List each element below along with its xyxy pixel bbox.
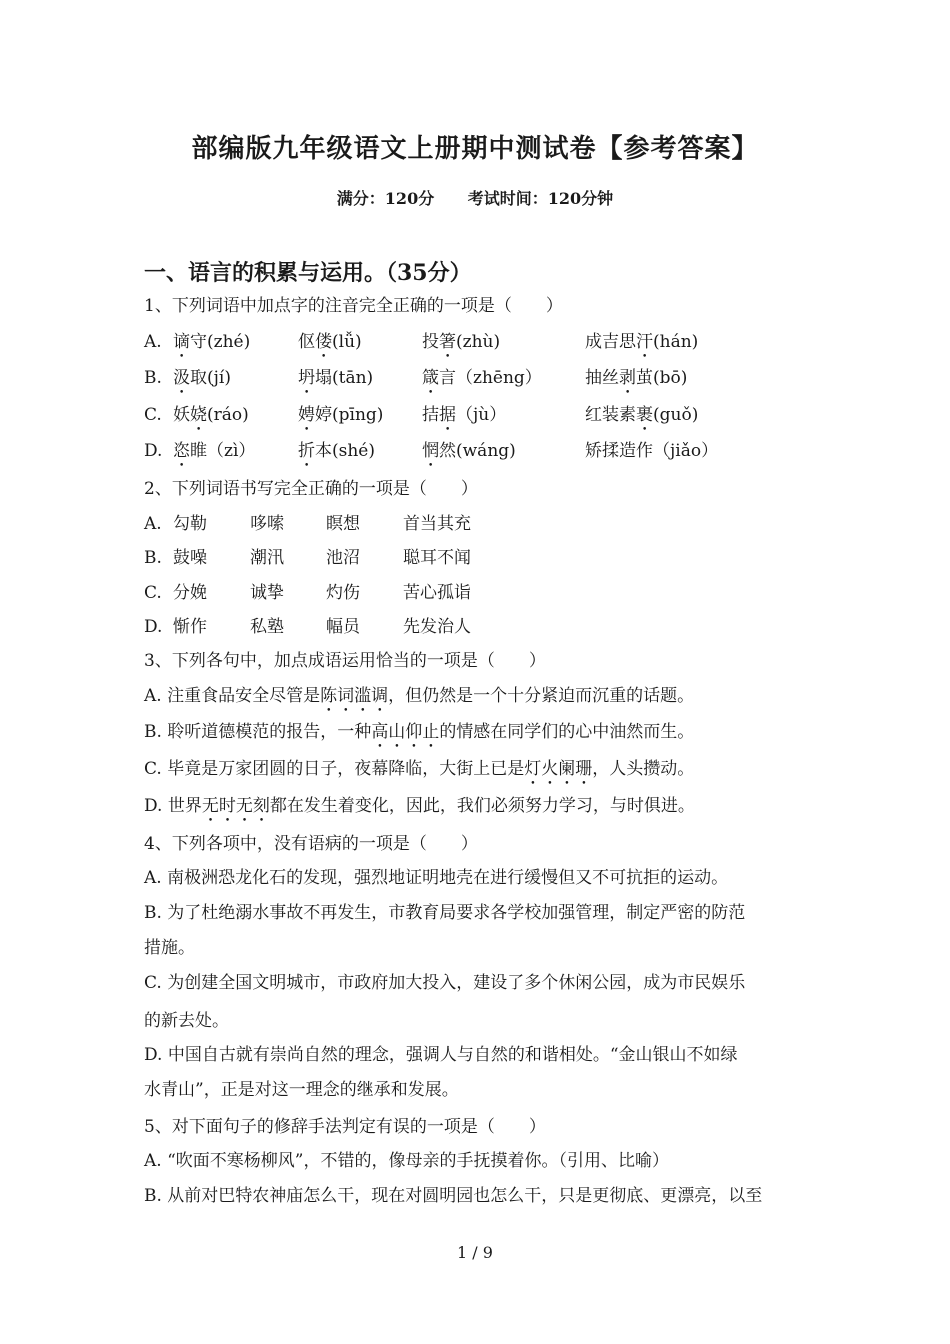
question-4-stem: 4、下列各项中，没有语病的一项是（ ） — [144, 834, 478, 854]
dotted-char: 坍 — [298, 368, 315, 388]
option-word: 惭作 — [173, 617, 207, 637]
option-word: 苦心孤诣 — [403, 583, 471, 603]
option-word: 幅员 — [326, 617, 360, 637]
option-word — [298, 403, 383, 435]
option-word — [298, 330, 362, 362]
option-word — [173, 439, 255, 471]
word-part: (hán) — [653, 332, 699, 352]
option-word — [422, 366, 542, 398]
option-word: 灼伤 — [326, 583, 360, 603]
option-word — [173, 403, 249, 435]
word-part: 茧(bō) — [636, 368, 688, 388]
word-part: (lǚ) — [332, 332, 362, 352]
page-number: 1 / 9 — [457, 1243, 493, 1262]
dotted-char: 折 — [298, 441, 315, 461]
sentence-part: ，人头攒动。 — [592, 759, 695, 779]
option-word: 瞑想 — [326, 514, 360, 534]
question-5-line: B. 从前对巴特农神庙怎么干，现在对圆明园也怎么干，只是更彻底、更漂亮，以至 — [144, 1186, 763, 1206]
option-sentence — [144, 720, 694, 752]
option-label: C. — [144, 583, 162, 603]
dotted-char: 惘 — [422, 441, 439, 461]
dotted-idiom: 陈词滥调 — [320, 686, 389, 706]
full-score: 满分：120分 — [336, 189, 435, 208]
option-word — [173, 366, 231, 398]
question-4-line: 水青山”，正是对这一理念的继承和发展。 — [144, 1080, 459, 1100]
word-part: (zhù) — [456, 332, 501, 352]
word-part: 然(wáng) — [439, 441, 516, 461]
question-4-line: A. 南极洲恐龙化石的发现，强烈地证明地壳在进行缓慢但又不可抗拒的运动。 — [144, 868, 729, 888]
word-part: 拮 — [422, 405, 439, 425]
word-part: 伛 — [298, 332, 315, 352]
option-word: 首当其充 — [403, 514, 471, 534]
option-label: A. — [144, 332, 162, 352]
option-word: 先发治人 — [403, 617, 471, 637]
word-part: 睢（zì） — [190, 441, 256, 461]
option-word — [585, 366, 687, 398]
sentence-part: 的情感在同学们的心中油然而生。 — [439, 722, 695, 742]
sentence-part: C. 毕竟是万家团圆的日子，夜幕降临，大街上已是 — [144, 759, 525, 779]
option-label: D. — [144, 441, 163, 461]
option-word: 哆嗦 — [250, 514, 284, 534]
option-word — [585, 403, 698, 435]
word-part: (ráo) — [207, 405, 249, 425]
word-part: (guǒ) — [653, 405, 699, 425]
word-part: 守(zhé) — [190, 332, 251, 352]
option-word — [585, 439, 718, 471]
option-word: 鼓噪 — [173, 548, 207, 568]
option-word: 私塾 — [250, 617, 284, 637]
question-5-stem: 5、对下面句子的修辞手法判定有误的一项是（ ） — [144, 1117, 546, 1137]
option-word: 诚挚 — [250, 583, 284, 603]
option-word: 潮汛 — [250, 548, 284, 568]
option-word: 勾勒 — [173, 514, 207, 534]
question-4-line: B. 为了杜绝溺水事故不再发生，市教育局要求各学校加强管理，制定严密的防范 — [144, 903, 746, 923]
dotted-char: 箴 — [422, 368, 439, 388]
option-word — [422, 330, 500, 362]
option-word: 池沼 — [326, 548, 360, 568]
option-word — [173, 330, 250, 362]
exam-time: 考试时间：120分钟 — [467, 189, 614, 208]
question-2-stem: 2、下列词语书写完全正确的一项是（ ） — [144, 479, 478, 499]
dotted-char: 汗 — [636, 332, 653, 352]
word-part: 取(jí) — [190, 368, 231, 388]
dotted-char: 谪 — [173, 332, 190, 352]
question-4-line: D. 中国自古就有崇尚自然的理念，强调人与自然的和谐相处。“金山银山不如绿 — [144, 1045, 738, 1065]
exam-info — [0, 186, 950, 209]
dotted-idiom: 高山仰止 — [371, 722, 440, 742]
sentence-part: 都在发生着变化，因此，我们必须努力学习，与时俱进。 — [269, 796, 695, 816]
sentence-part: A. 注重食品安全尽管是 — [144, 686, 321, 706]
page-title: 部编版九年级语文上册期中测试卷【参考答案】 — [191, 134, 759, 164]
word-part: 言（zhēng） — [439, 368, 542, 388]
dotted-char: 据 — [439, 405, 456, 425]
option-word: 分娩 — [173, 583, 207, 603]
option-label: C. — [144, 405, 162, 425]
option-label: B. — [144, 368, 162, 388]
sentence-part: B. 聆听道德模范的报告，一种 — [144, 722, 372, 742]
question-5-line: A. “吹面不寒杨柳风”，不错的，像母亲的手抚摸着你。（引用、比喻） — [144, 1151, 669, 1171]
word-part: 妖 — [173, 405, 190, 425]
option-word — [585, 330, 698, 362]
question-4-line: C. 为创建全国文明城市，市政府加大投入，建设了多个休闲公园，成为市民娱乐 — [144, 973, 746, 993]
word-part: 矫揉造作（jiǎo） — [585, 441, 719, 461]
word-part: 红装素 — [585, 405, 636, 425]
question-1-stem: 1、下列词语中加点字的注音完全正确的一项是（ ） — [144, 296, 563, 316]
option-word — [422, 439, 516, 471]
sentence-part: D. 世界 — [144, 796, 202, 816]
word-part: 本(shé) — [315, 441, 375, 461]
option-label: A. — [144, 514, 162, 534]
dotted-char: 箸 — [439, 332, 456, 352]
dotted-char: 裹 — [636, 405, 653, 425]
word-part: 成吉思 — [585, 332, 636, 352]
option-sentence — [144, 794, 695, 826]
option-sentence — [144, 684, 694, 716]
word-part: （jù） — [456, 405, 507, 425]
question-4-line: 措施。 — [144, 938, 195, 958]
sentence-part: ，但仍然是一个十分紧迫而沉重的话题。 — [388, 686, 695, 706]
option-label: D. — [144, 617, 163, 637]
option-word — [298, 366, 373, 398]
option-word — [422, 403, 506, 435]
option-sentence — [144, 757, 694, 789]
dotted-char: 偻 — [315, 332, 332, 352]
word-part: 塌(tān) — [315, 368, 374, 388]
dotted-char: 娆 — [190, 405, 207, 425]
dotted-char: 剥 — [619, 368, 636, 388]
word-part: 抽丝 — [585, 368, 619, 388]
dotted-char: 娉 — [298, 405, 315, 425]
dotted-idiom: 灯火阑珊 — [524, 759, 593, 779]
option-word — [298, 439, 375, 471]
word-part: 婷(pīng) — [315, 405, 384, 425]
dotted-idiom: 无时无刻 — [201, 796, 270, 816]
option-label: B. — [144, 548, 162, 568]
word-part: 投 — [422, 332, 439, 352]
question-4-line: 的新去处。 — [144, 1011, 229, 1031]
dotted-char: 恣 — [173, 441, 190, 461]
dotted-char: 汲 — [173, 368, 190, 388]
option-word: 聪耳不闻 — [403, 548, 471, 568]
question-3-stem: 3、下列各句中，加点成语运用恰当的一项是（ ） — [144, 651, 546, 671]
section-heading: 一、语言的积累与运用。（35分） — [144, 260, 472, 286]
